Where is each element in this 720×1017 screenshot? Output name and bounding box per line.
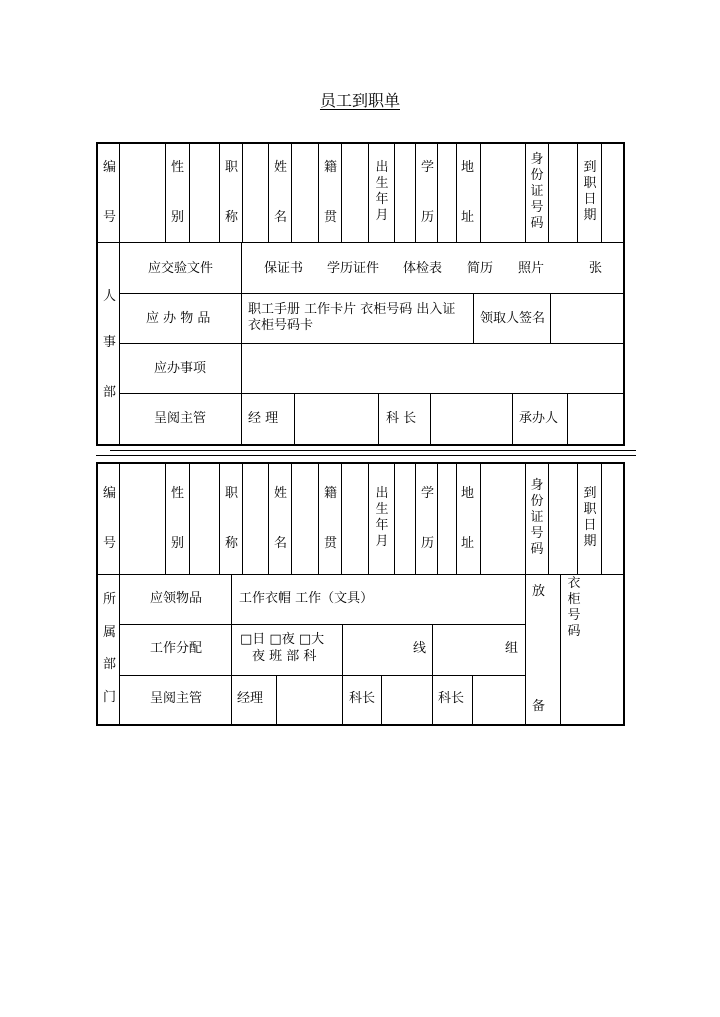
remarks-top: 放 [532, 584, 546, 599]
group-label: 组 [505, 641, 519, 656]
header-gender-char2: 别 [171, 210, 185, 225]
header-name-char1: 姓 [274, 486, 288, 501]
header-education-char2: 历 [421, 210, 435, 225]
header-title-char2: 称 [225, 536, 239, 551]
header-title-char1: 职 [225, 160, 239, 175]
header-address-char1: 地 [461, 486, 475, 501]
recipient-signature-label: 领取人签名 [480, 311, 546, 326]
header-origin-char2: 贯 [324, 210, 338, 225]
header-id-char2: 号 [103, 536, 117, 551]
header-start-date: 到职日期 [583, 160, 597, 223]
tasks-label: 应办事项 [154, 361, 207, 376]
assign-label: 工作分配 [150, 641, 203, 656]
document-photo: 照片 [518, 261, 545, 276]
header-gender-char2: 别 [171, 536, 185, 551]
items-line2: 衣柜号码卡 [248, 318, 314, 333]
header-origin-char1: 籍 [324, 486, 338, 501]
dept-side-label-char1: 所 [103, 592, 117, 607]
header-id-char2: 号 [103, 210, 117, 225]
document-diploma: 学历证件 [327, 261, 380, 276]
document-guarantee: 保证书 [264, 261, 304, 276]
dept-items-label: 应领物品 [150, 591, 203, 606]
separator-line [110, 450, 636, 451]
section-chief-label: 科 长 [386, 411, 417, 426]
side-label-char1: 人 [103, 289, 117, 304]
manager-label: 经 理 [248, 411, 279, 426]
side-label-char2: 事 [103, 335, 117, 350]
side-label-char3: 部 [103, 385, 117, 400]
header-education-char1: 学 [421, 486, 435, 501]
remarks-bottom: 备 [532, 699, 546, 714]
form-title: 员工到职单 [319, 91, 400, 110]
dept-items-value: 工作衣帽 工作（文具） [239, 591, 374, 606]
dept-manager-label: 经理 [237, 691, 264, 706]
header-origin-char2: 贯 [324, 536, 338, 551]
header-gender-char1: 性 [171, 486, 185, 501]
dept-chief1-label: 科长 [349, 691, 376, 706]
header-origin-char1: 籍 [324, 160, 338, 175]
header-start-date: 到职日期 [583, 486, 597, 549]
header-name-char1: 姓 [274, 160, 288, 175]
items-line1: 职工手册 工作卡片 衣柜号码 出入证 [248, 302, 456, 317]
shift-options-line2: 夜 班 部 科 [252, 649, 317, 664]
locker-number-label: 衣柜号码 [567, 576, 581, 639]
onboarding-table-personnel [96, 142, 625, 446]
shift-options-line1: □日 □夜 □大 [240, 632, 325, 647]
document-resume: 简历 [467, 261, 494, 276]
header-address-char2: 址 [461, 210, 475, 225]
header-id-char1: 编 [103, 160, 117, 175]
header-title-char1: 职 [225, 486, 239, 501]
dept-supervisor-label: 呈阅主管 [150, 691, 203, 706]
header-title-char2: 称 [225, 210, 239, 225]
supervisor-label: 呈阅主管 [154, 411, 207, 426]
dept-side-label-char4: 门 [103, 690, 117, 705]
header-birth-date: 出生年月 [375, 160, 389, 223]
header-education-char2: 历 [421, 536, 435, 551]
header-gender-char1: 性 [171, 160, 185, 175]
dept-chief2-label: 科长 [438, 691, 465, 706]
line-label: 线 [413, 641, 427, 656]
header-id-card-number: 身份证号码 [530, 478, 544, 557]
header-education-char1: 学 [421, 160, 435, 175]
dept-side-label-char2: 属 [103, 625, 117, 640]
handler-label: 承办人 [519, 411, 559, 426]
dept-side-label-char3: 部 [103, 657, 117, 672]
documents-label: 应交验文件 [148, 261, 214, 276]
separator-line [96, 455, 636, 456]
header-address-char2: 址 [461, 536, 475, 551]
header-id-card-number: 身份证号码 [530, 152, 544, 231]
header-name-char2: 名 [274, 210, 288, 225]
items-label: 应 办 物 品 [146, 311, 211, 326]
document-medical: 体检表 [403, 261, 443, 276]
header-address-char1: 地 [461, 160, 475, 175]
header-name-char2: 名 [274, 536, 288, 551]
header-id-char1: 编 [103, 486, 117, 501]
header-birth-date: 出生年月 [375, 486, 389, 549]
document-photo-unit: 张 [589, 261, 603, 276]
